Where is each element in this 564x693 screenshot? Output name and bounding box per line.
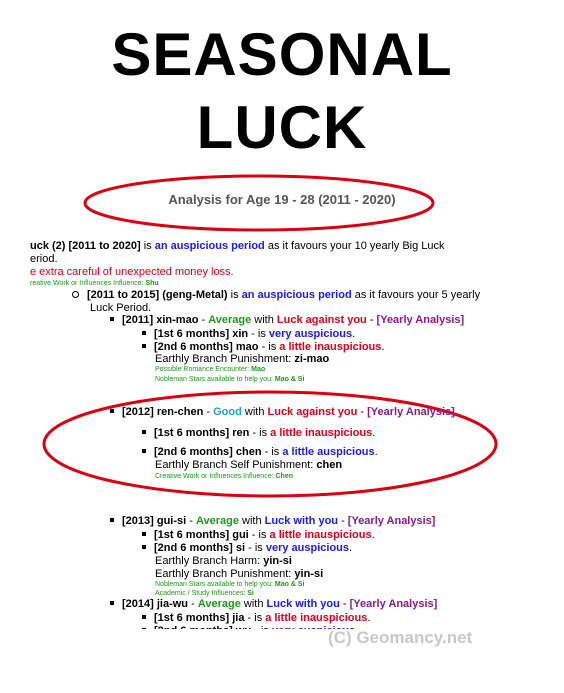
year-2012-heading xyxy=(110,406,455,419)
sep: - xyxy=(188,598,198,610)
year-2012-rating: Good xyxy=(213,406,242,418)
year-2013-harm xyxy=(155,555,292,568)
square-bullet-icon xyxy=(110,409,114,413)
punishment-label: Earthly Branch Self Punishment: xyxy=(155,459,317,471)
period-line-1 xyxy=(72,289,480,302)
year-2013-nobleman xyxy=(155,580,304,589)
is: - is xyxy=(249,427,271,439)
half-label: [1st 6 months] ren xyxy=(154,427,250,439)
note-value: Mao xyxy=(251,366,266,373)
half-rating: a little inauspicious xyxy=(279,341,382,353)
intro-luck-period: uck (2) [2011 to 2020] xyxy=(30,240,141,252)
period-line-2: Luck Period. xyxy=(90,302,152,314)
square-bullet-icon xyxy=(110,601,114,605)
is: - is xyxy=(248,328,269,340)
year-2014-first-half xyxy=(142,612,370,625)
harm-value: yin-si xyxy=(263,555,292,567)
year-2014-label: [2014] jia-wu xyxy=(122,598,189,610)
is: - is xyxy=(261,446,283,458)
year-2011-luck: Luck against you xyxy=(276,314,367,326)
year-2011-first-half xyxy=(142,328,355,341)
sep: - xyxy=(357,406,368,418)
sep: - xyxy=(366,314,377,326)
half-rating: very auspicious xyxy=(265,542,349,554)
punishment-label: Earthly Branch Punishment: xyxy=(155,353,295,365)
year-2011-heading xyxy=(110,314,464,327)
note-value: Mao & Si xyxy=(274,376,305,383)
year-2011-label: [2011] xin-mao xyxy=(122,314,199,326)
intro-favours: as it favours your 10 yearly Big Luck xyxy=(264,240,445,252)
note-label: Nobleman Stars available to help you: xyxy=(155,581,275,588)
page-title-line2: LUCK xyxy=(196,94,368,161)
intro-creative-label: reative Work or Influences Influence: xyxy=(30,280,146,287)
year-2013-heading xyxy=(110,515,435,528)
is: - is xyxy=(248,529,270,541)
year-2013-academic xyxy=(155,589,254,598)
punishment-value: yin-si xyxy=(294,568,324,580)
yearly-analysis-link[interactable]: [Yearly Analysis] xyxy=(376,314,465,326)
half-label: [2nd 6 months] mao xyxy=(154,341,259,353)
sep: - xyxy=(339,598,350,610)
intro-warning: e extra careful of unexpected money loss. xyxy=(30,266,234,278)
yearly-analysis-link[interactable]: [Yearly Analysis] xyxy=(367,406,455,418)
year-2013-first-half xyxy=(142,529,375,542)
with: with xyxy=(251,314,277,326)
half-rating: very auspicious xyxy=(268,328,353,340)
year-2011-rating: Average xyxy=(208,314,252,326)
year-2013-second-half xyxy=(142,542,352,555)
year-2014-heading xyxy=(110,598,437,611)
half-rating: a little inauspicious xyxy=(269,529,372,541)
half-label: [1st 6 months] xin xyxy=(154,328,249,340)
square-bullet-icon xyxy=(142,430,146,434)
watermark: (C) Geomancy.net xyxy=(328,628,473,647)
is: - is xyxy=(245,542,266,554)
page-cutoff xyxy=(0,629,564,693)
note-label: Possible Romance Encounter: xyxy=(155,366,252,373)
punishment-value: chen xyxy=(316,459,343,471)
period-dot: . xyxy=(349,542,353,554)
punishment-value: zi-mao xyxy=(294,353,330,365)
year-2012-creative xyxy=(155,472,293,481)
square-bullet-icon xyxy=(142,615,146,619)
half-label: [2nd 6 months] si xyxy=(154,542,246,554)
half-label: [1st 6 months] jia xyxy=(154,612,245,624)
year-2014-luck: Luck with you xyxy=(266,598,340,610)
circle-bullet-icon xyxy=(72,291,79,298)
period-dot: . xyxy=(367,612,371,624)
square-bullet-icon xyxy=(142,331,146,335)
note-label: Academic / Study Influences: xyxy=(155,590,248,597)
square-bullet-icon xyxy=(142,344,146,348)
period-favours: as it favours your 5 yearly xyxy=(351,289,481,301)
sep: - xyxy=(203,406,214,418)
year-2012-second-half xyxy=(142,446,378,459)
half-label: [1st 6 months] gui xyxy=(154,529,249,541)
note-value: Si xyxy=(247,590,254,597)
analysis-subtitle: Analysis for Age 19 - 28 (2011 - 2020) xyxy=(168,192,396,207)
half-label: [2nd 6 months] chen xyxy=(154,446,262,458)
year-2011-romance xyxy=(155,365,265,374)
half-rating: a little inauspicious xyxy=(265,612,368,624)
year-2012-punishment xyxy=(155,459,342,472)
punishment-label: Earthly Branch Punishment: xyxy=(155,568,295,580)
square-bullet-icon xyxy=(110,317,114,321)
with: with xyxy=(240,598,267,610)
intro-creative-value: Shu xyxy=(145,280,159,287)
half-rating: a little inauspicious xyxy=(270,427,373,439)
sep: - xyxy=(198,314,209,326)
year-2012-luck: Luck against you xyxy=(267,406,358,418)
period-dot: . xyxy=(381,341,385,353)
square-bullet-icon xyxy=(142,532,146,536)
is: - is xyxy=(244,612,266,624)
with: with xyxy=(238,515,265,527)
year-2014-rating: Average xyxy=(197,598,241,610)
intro-line-1 xyxy=(30,240,445,253)
period-auspicious: an auspicious period xyxy=(241,289,352,301)
square-bullet-icon xyxy=(142,545,146,549)
square-bullet-icon xyxy=(110,518,114,522)
year-2012-label: [2012] ren-chen xyxy=(122,406,204,418)
year-2011-nobleman xyxy=(155,375,304,384)
is: - is xyxy=(258,341,280,353)
sep: - xyxy=(186,515,196,527)
note-label: Creative Work or Influences Influence: xyxy=(155,473,276,480)
intro-line-2: eriod. xyxy=(30,253,58,265)
with: with xyxy=(241,406,268,418)
period-dot: . xyxy=(352,328,356,340)
intro-creative-note xyxy=(30,279,159,288)
period-range: [2011 to 2015] (geng-Metal) xyxy=(87,289,228,301)
year-2012-first-half xyxy=(142,427,375,440)
note-value: Chen xyxy=(275,473,293,480)
year-2013-rating: Average xyxy=(195,515,239,527)
period-is: is xyxy=(227,289,242,301)
page-title-line1: SEASONAL xyxy=(111,21,453,88)
intro-auspicious: an auspicious period xyxy=(154,240,265,252)
year-2013-label: [2013] gui-si xyxy=(122,515,187,527)
period-dot: . xyxy=(374,446,378,458)
period-dot: . xyxy=(371,529,375,541)
note-label: Nobleman Stars available to help you: xyxy=(155,376,275,383)
period-dot: . xyxy=(372,427,376,439)
yearly-analysis-link[interactable]: [Yearly Analysis] xyxy=(347,515,436,527)
note-value: Mao & Si xyxy=(274,581,305,588)
intro-is: is xyxy=(140,240,155,252)
year-2013-luck: Luck with you xyxy=(264,515,339,527)
half-rating: a little auspicious xyxy=(282,446,375,458)
sep: - xyxy=(338,515,348,527)
yearly-analysis-link[interactable]: [Yearly Analysis] xyxy=(349,598,438,610)
square-bullet-icon xyxy=(142,449,146,453)
harm-label: Earthly Branch Harm: xyxy=(155,555,264,567)
